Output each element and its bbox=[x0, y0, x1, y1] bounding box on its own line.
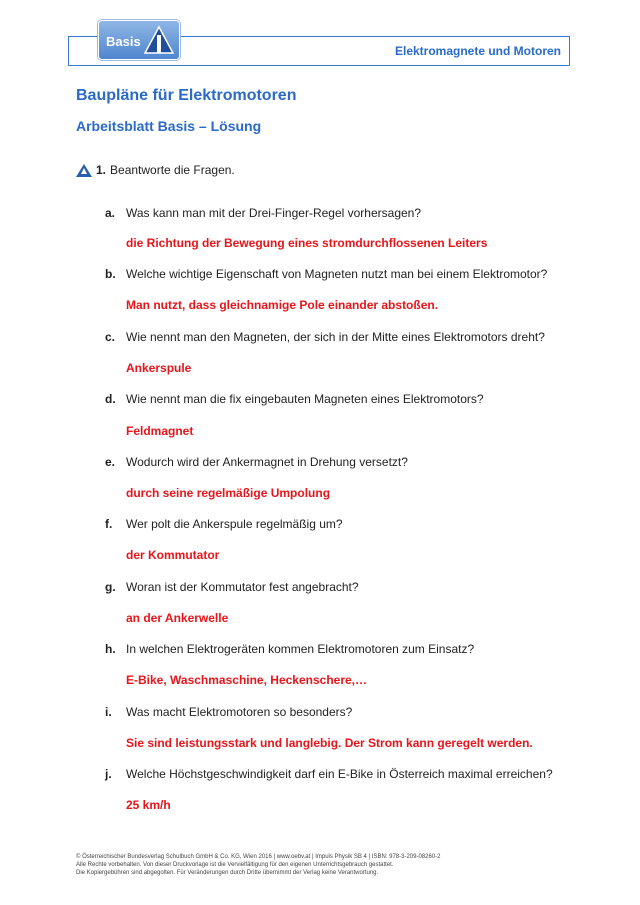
question-text: In welchen Elektrogeräten kommen Elektromotoren zum Einsatz? bbox=[126, 642, 475, 656]
answer-text: an der Ankerwelle bbox=[126, 611, 229, 625]
question-row bbox=[105, 580, 359, 594]
question-letter: a. bbox=[105, 206, 116, 220]
question-letter: b. bbox=[105, 267, 116, 281]
question-row bbox=[105, 705, 352, 719]
question-text: Wie nennt man die fix eingebauten Magneten eines Elektromotors? bbox=[126, 392, 484, 406]
question-letter: i. bbox=[105, 705, 112, 719]
answer-text: Feldmagnet bbox=[126, 424, 194, 438]
question-row bbox=[105, 267, 547, 281]
triangle-level-icon bbox=[76, 164, 92, 177]
question-letter: e. bbox=[105, 455, 116, 469]
footer-line: © Österreichischer Bundesverlag Schulbuch GmbH & Co. KG, Wien 2016 | www.oebv.at | Impuls Physik SB 4 | ISBN: 978-3-209-08260-2 bbox=[76, 854, 441, 860]
logo-text: Basis bbox=[106, 34, 141, 49]
footer-line: Die Kopiergebühren sind abgegolten. Für Veränderungen durch Dritte übernimmt der Verlag keine Verantwortung. bbox=[76, 870, 379, 876]
basis-logo bbox=[98, 20, 180, 60]
answer-text: durch seine regelmäßige Umpolung bbox=[126, 486, 331, 500]
question-row bbox=[105, 206, 421, 220]
question-text: Woran ist der Kommutator fest angebracht? bbox=[126, 580, 359, 594]
question-row bbox=[105, 455, 408, 469]
answer-text: E-Bike, Waschmaschine, Heckenschere,… bbox=[126, 673, 367, 687]
question-row bbox=[105, 392, 484, 406]
question-text: Was kann man mit der Drei-Finger-Regel vorhersagen? bbox=[126, 206, 422, 220]
question-text: Wodurch wird der Ankermagnet in Drehung versetzt? bbox=[126, 455, 408, 469]
question-text: Welche Höchstgeschwindigkeit darf ein E-Bike in Österreich maximal erreichen? bbox=[126, 767, 553, 781]
question-text: Wer polt die Ankerspule regelmäßig um? bbox=[126, 517, 343, 531]
question-letter: j. bbox=[105, 767, 112, 781]
answer-text: 25 km/h bbox=[126, 798, 171, 812]
answer-text: Ankerspule bbox=[126, 361, 192, 375]
answer-text: der Kommutator bbox=[126, 548, 220, 562]
question-text: Wie nennt man den Magneten, der sich in der Mitte eines Elektromotors dreht? bbox=[126, 330, 545, 344]
answer-text: Sie sind leistungsstark und langlebig. Der Strom kann geregelt werden. bbox=[126, 736, 533, 750]
question-row bbox=[105, 517, 343, 531]
task-text: Beantworte die Fragen. bbox=[110, 163, 235, 177]
question-letter: d. bbox=[105, 392, 116, 406]
task-heading bbox=[76, 163, 235, 177]
question-text: Welche wichtige Eigenschaft von Magneten nutzt man bei einem Elektromotor? bbox=[126, 267, 548, 281]
task-number: 1. bbox=[96, 163, 107, 177]
question-letter: c. bbox=[105, 330, 116, 344]
page-subtitle: Arbeitsblatt Basis – Lösung bbox=[76, 118, 262, 134]
triangle-level-icon bbox=[143, 25, 175, 55]
copyright-footer bbox=[76, 853, 441, 877]
question-letter: h. bbox=[105, 642, 116, 656]
footer-line: Alle Rechte vorbehalten. Von dieser Druckvorlage ist die Vervielfältigung für den eigenen Unterrichtsgebrauch gestattet. bbox=[76, 862, 394, 868]
answer-text: Man nutzt, dass gleichnamige Pole einander abstoßen. bbox=[126, 298, 439, 312]
question-row bbox=[105, 767, 553, 781]
question-letter: f. bbox=[105, 517, 113, 531]
page-title: Baupläne für Elektromotoren bbox=[76, 87, 297, 104]
answer-text: die Richtung der Bewegung eines stromdurchflossenen Leiters bbox=[126, 236, 488, 250]
question-letter: g. bbox=[105, 580, 116, 594]
question-row bbox=[105, 642, 474, 656]
question-text: Was macht Elektromotoren so besonders? bbox=[126, 705, 353, 719]
header-title: Elektromagnete und Motoren bbox=[394, 44, 561, 58]
question-row bbox=[105, 330, 545, 344]
